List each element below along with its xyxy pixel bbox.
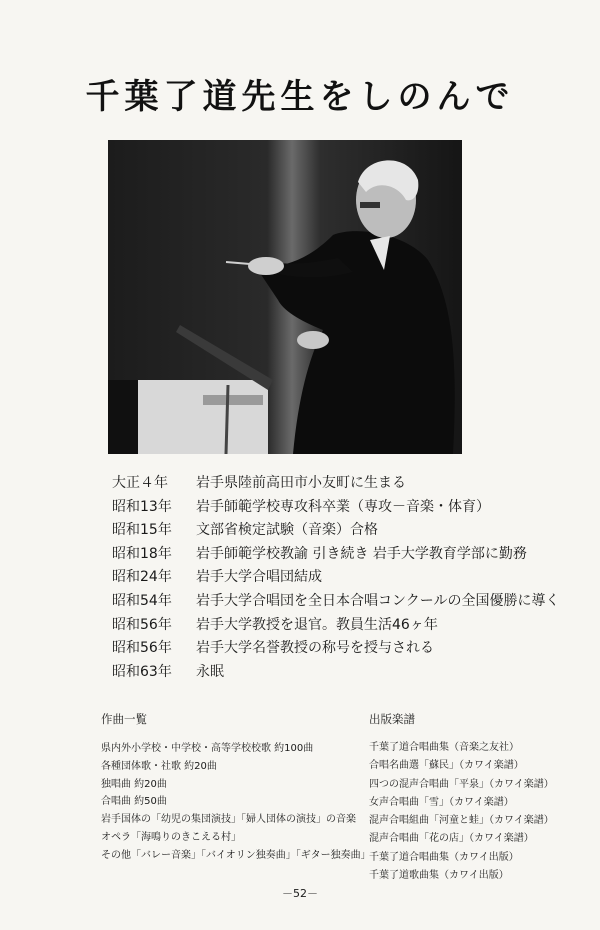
timeline-event: 岩手大学合唱団を全日本合唱コンクールの全国優勝に導く — [196, 592, 560, 609]
timeline-row — [112, 543, 582, 567]
timeline-event: 岩手大学教授を退官。教員生活46ヶ年 — [196, 616, 438, 633]
page-number: －52－ — [282, 887, 318, 900]
works-item: 各種団体歌・社歌 約20曲 — [101, 760, 217, 772]
publication-item: 混声合唱曲「花の店」（カワイ楽譜） — [369, 833, 534, 845]
timeline-year: 大正４年 — [112, 475, 168, 491]
timeline-row — [112, 472, 582, 496]
timeline-row — [112, 661, 582, 685]
publication-item: 千葉了道合唱曲集（カワイ出版） — [369, 851, 519, 863]
timeline-event: 岩手大学合唱団結成 — [196, 569, 322, 586]
timeline-event: 永眠 — [196, 663, 224, 680]
timeline-event: 岩手師範学校専攻科卒業（専攻－音楽・体育） — [196, 498, 490, 515]
timeline-event: 文部省検定試験（音楽）合格 — [196, 522, 378, 539]
timeline-year: 昭和15年 — [112, 522, 172, 539]
works-heading: 作曲一覧 — [101, 712, 147, 726]
works-item: オペラ「海鳴りのきこえる村」 — [101, 831, 241, 843]
publications-heading: 出版楽譜 — [369, 712, 415, 726]
timeline-year: 昭和18年 — [112, 545, 172, 562]
timeline-row — [112, 614, 582, 638]
conductor-photo — [108, 140, 462, 454]
publication-item: 混声合唱組曲「河童と蛙」（カワイ楽譜） — [369, 815, 554, 827]
timeline-year: 昭和63年 — [112, 663, 172, 680]
timeline-year: 昭和56年 — [112, 640, 172, 657]
works-item: 合唱曲 約50曲 — [101, 796, 167, 808]
works-item: 岩手国体の「幼児の集団演技」「婦人団体の演技」の音楽 — [101, 814, 356, 826]
timeline-year: 昭和56年 — [112, 616, 172, 633]
publications-list — [369, 739, 554, 885]
works-list — [101, 740, 371, 865]
timeline-row — [112, 590, 582, 614]
publication-item: 女声合唱曲「雪」（カワイ楽譜） — [369, 796, 514, 808]
timeline-row — [112, 637, 582, 661]
timeline-row — [112, 566, 582, 590]
timeline-event: 岩手師範学校教諭 引き続き 岩手大学教育学部に勤務 — [196, 545, 527, 562]
conductor-photo-icon — [108, 140, 462, 454]
timeline-event: 岩手県陸前高田市小友町に生まる — [196, 475, 406, 491]
publication-item: 千葉了道合唱曲集（音楽之友社） — [369, 742, 519, 753]
biography-timeline — [112, 472, 582, 684]
timeline-row — [112, 496, 582, 520]
works-item: その他「バレー音楽」「バイオリン独奏曲」「ギター独奏曲」 — [101, 849, 371, 861]
works-item: 独唱曲 約20曲 — [101, 778, 167, 790]
timeline-event: 岩手大学名誉教授の称号を授与される — [196, 640, 434, 657]
timeline-year: 昭和24年 — [112, 569, 172, 586]
works-item: 県内外小学校・中学校・高等学校校歌 約100曲 — [101, 743, 314, 754]
timeline-year: 昭和54年 — [112, 592, 172, 609]
publication-item: 千葉了道歌曲集（カワイ出版） — [369, 870, 509, 882]
publication-item: 合唱名曲選「蘇民」（カワイ楽譜） — [369, 760, 524, 772]
timeline-row — [112, 519, 582, 543]
page-title: 千葉了道先生をしのんで — [85, 77, 515, 117]
publication-item: 四つの混声合唱曲「平泉」（カワイ楽譜） — [369, 778, 554, 790]
timeline-year: 昭和13年 — [112, 498, 172, 515]
